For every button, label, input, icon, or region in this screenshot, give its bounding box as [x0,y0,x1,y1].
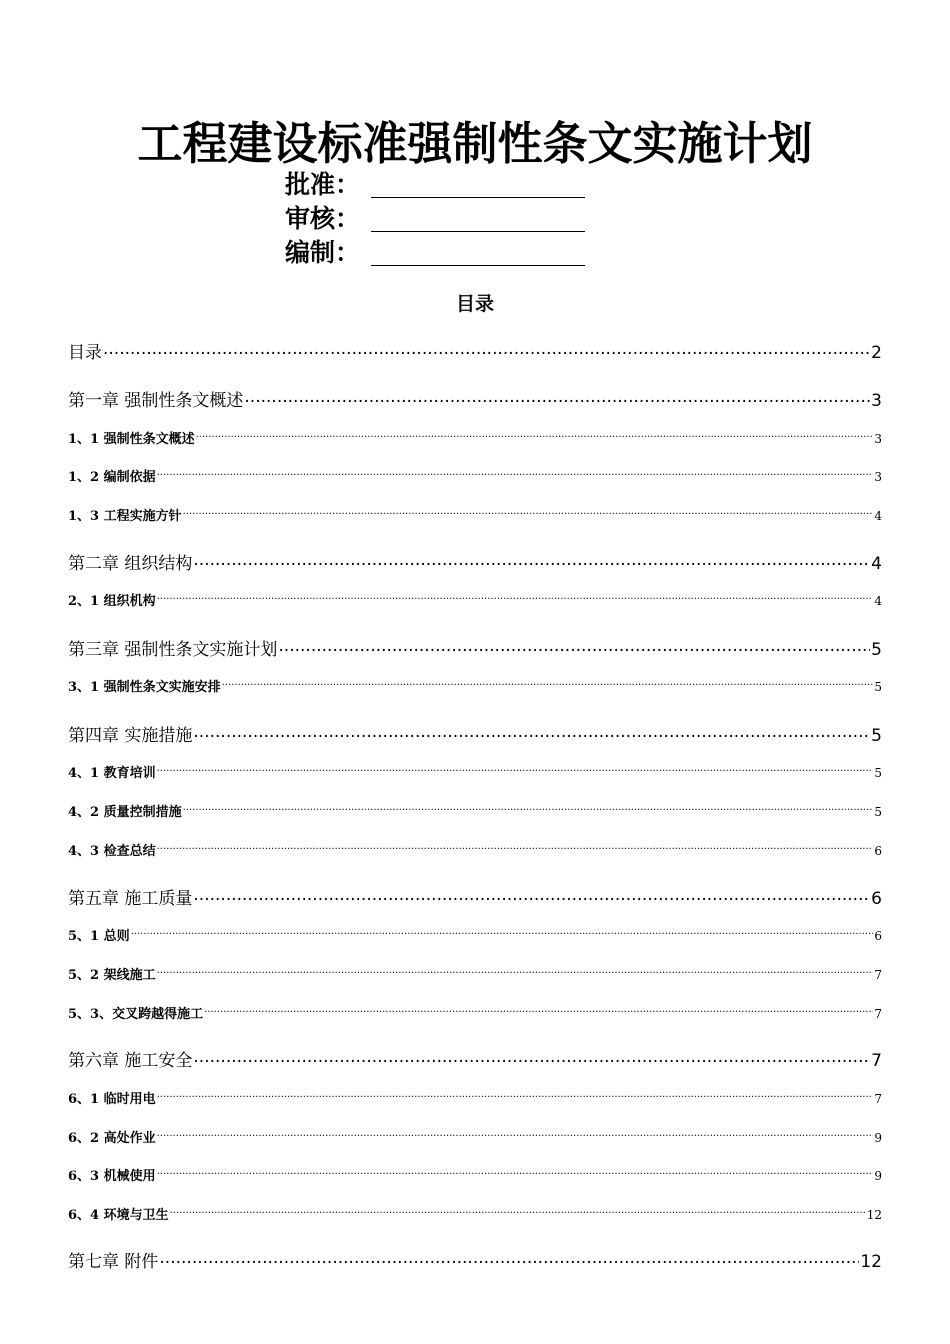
toc-entry-label: 1、1 强制性条文概述 [68,432,195,447]
toc-dot-leader [244,389,870,406]
toc-entry-label: 1、3 工程实施方针 [68,509,182,524]
toc-entry-label: 第一章 强制性条文概述 [68,391,244,411]
toc-chapter-entry[interactable] [68,1049,882,1073]
toc-page-number: 6 [871,889,882,909]
toc-chapter-entry[interactable] [68,887,882,911]
toc-page-number: 12 [866,1208,882,1222]
toc-page-number: 7 [874,968,882,982]
toc-page-number: 6 [874,844,882,858]
toc-entry-label: 1、2 编制依据 [68,470,156,485]
toc-page-number: 4 [874,594,882,608]
signature-label: 批准： [285,170,361,199]
toc-entry-label: 2、1 组织机构 [68,594,156,609]
toc-entry-label: 5、1 总则 [68,929,130,944]
toc-section-entry[interactable] [68,1129,882,1147]
toc-page-number: 9 [874,1131,882,1145]
toc-section-entry[interactable] [68,764,882,782]
toc-dot-leader [157,966,874,979]
toc-page-number: 6 [874,929,882,943]
toc-heading: 目录 [455,293,494,315]
toc-dot-leader [278,638,870,655]
toc-section-entry[interactable] [68,468,882,486]
signature-block [285,168,585,270]
toc-page-number: 12 [860,1252,882,1272]
toc-dot-leader [183,803,874,816]
toc-dot-leader [157,1090,874,1103]
toc-section-entry[interactable] [68,842,882,860]
toc-entry-label: 6、1 临时用电 [68,1092,156,1107]
toc-section-entry[interactable] [68,678,882,696]
toc-page-number: 5 [871,640,882,660]
signature-label: 审核： [285,204,361,233]
toc-page-number: 7 [874,1007,882,1021]
toc-page-number: 5 [874,766,882,780]
toc-section-entry[interactable] [68,1206,882,1224]
signature-row-approve [285,168,585,202]
toc-page-number: 4 [874,509,882,523]
document-title: 工程建设标准强制性条文实施计划 [137,117,813,170]
toc-dot-leader [157,1129,874,1142]
toc-dot-leader [103,341,870,358]
toc-dot-leader [204,1005,873,1018]
toc-dot-leader [196,430,874,443]
toc-dot-leader [157,592,874,605]
toc-section-entry[interactable] [68,430,882,448]
toc-chapter-entry[interactable] [68,389,882,413]
toc-page-number: 4 [871,554,882,574]
toc-entry-label: 4、1 教育培训 [68,766,156,781]
toc-entry-label: 6、3 机械使用 [68,1169,156,1184]
toc-dot-leader [170,1206,866,1219]
toc-section-entry[interactable] [68,966,882,984]
toc-page-number: 3 [871,391,882,411]
toc-entry-label: 6、4 环境与卫生 [68,1208,169,1223]
toc-page-number: 2 [871,343,882,363]
toc-section-entry[interactable] [68,1005,882,1023]
toc-dot-leader [157,1167,874,1180]
toc-page-number: 7 [874,1092,882,1106]
toc-entry-label: 6、2 高处作业 [68,1131,156,1146]
toc-dot-leader [157,468,874,481]
toc-chapter-entry[interactable] [68,1250,882,1274]
toc-page-number: 5 [874,805,882,819]
toc-entry-label: 第三章 强制性条文实施计划 [68,640,278,660]
toc-dot-leader [193,552,870,569]
toc-page-number: 3 [874,470,882,484]
toc-entry-label: 5、3、交叉跨越得施工 [68,1007,204,1022]
toc-dot-leader [193,887,870,904]
toc-section-entry[interactable] [68,1090,882,1108]
toc-page-number: 9 [874,1169,882,1183]
toc-entry-label: 目录 [68,343,102,363]
toc-section-entry[interactable] [68,592,882,610]
toc-section-entry[interactable] [68,927,882,945]
toc-dot-leader [159,1250,859,1267]
signature-line [371,205,585,232]
signature-line [371,171,585,198]
toc-chapter-entry[interactable] [68,724,882,748]
toc-dot-leader [131,927,874,940]
toc-chapter-entry[interactable] [68,638,882,662]
toc-dot-leader [157,764,874,777]
toc-page-number: 5 [871,726,882,746]
signature-row-review [285,202,585,236]
toc-entry-label: 第六章 施工安全 [68,1051,193,1071]
toc-section-entry[interactable] [68,803,882,821]
toc-page-number: 3 [874,432,882,446]
toc-dot-leader [157,842,874,855]
toc-entry-label: 第五章 施工质量 [68,889,193,909]
toc-entry-label: 4、3 检查总结 [68,844,156,859]
toc-entry-label: 3、1 强制性条文实施安排 [68,680,221,695]
toc-entry-label: 第四章 实施措施 [68,726,193,746]
toc-dot-leader [183,507,874,520]
toc-entry-label: 第二章 组织结构 [68,554,193,574]
signature-label: 编制： [285,238,361,267]
toc-dot-leader [222,678,874,691]
toc-chapter-entry[interactable] [68,341,882,365]
toc-section-entry[interactable] [68,507,882,525]
toc-page-number: 7 [871,1051,882,1071]
toc-section-entry[interactable] [68,1167,882,1185]
toc-dot-leader [193,724,870,741]
toc-chapter-entry[interactable] [68,552,882,576]
toc-entry-label: 5、2 架线施工 [68,968,156,983]
toc-dot-leader [193,1049,870,1066]
signature-row-compile [285,236,585,270]
toc-entry-label: 4、2 质量控制措施 [68,805,182,820]
toc-entry-label: 第七章 附件 [68,1252,159,1272]
signature-line [371,239,585,266]
toc-page-number: 5 [874,680,882,694]
